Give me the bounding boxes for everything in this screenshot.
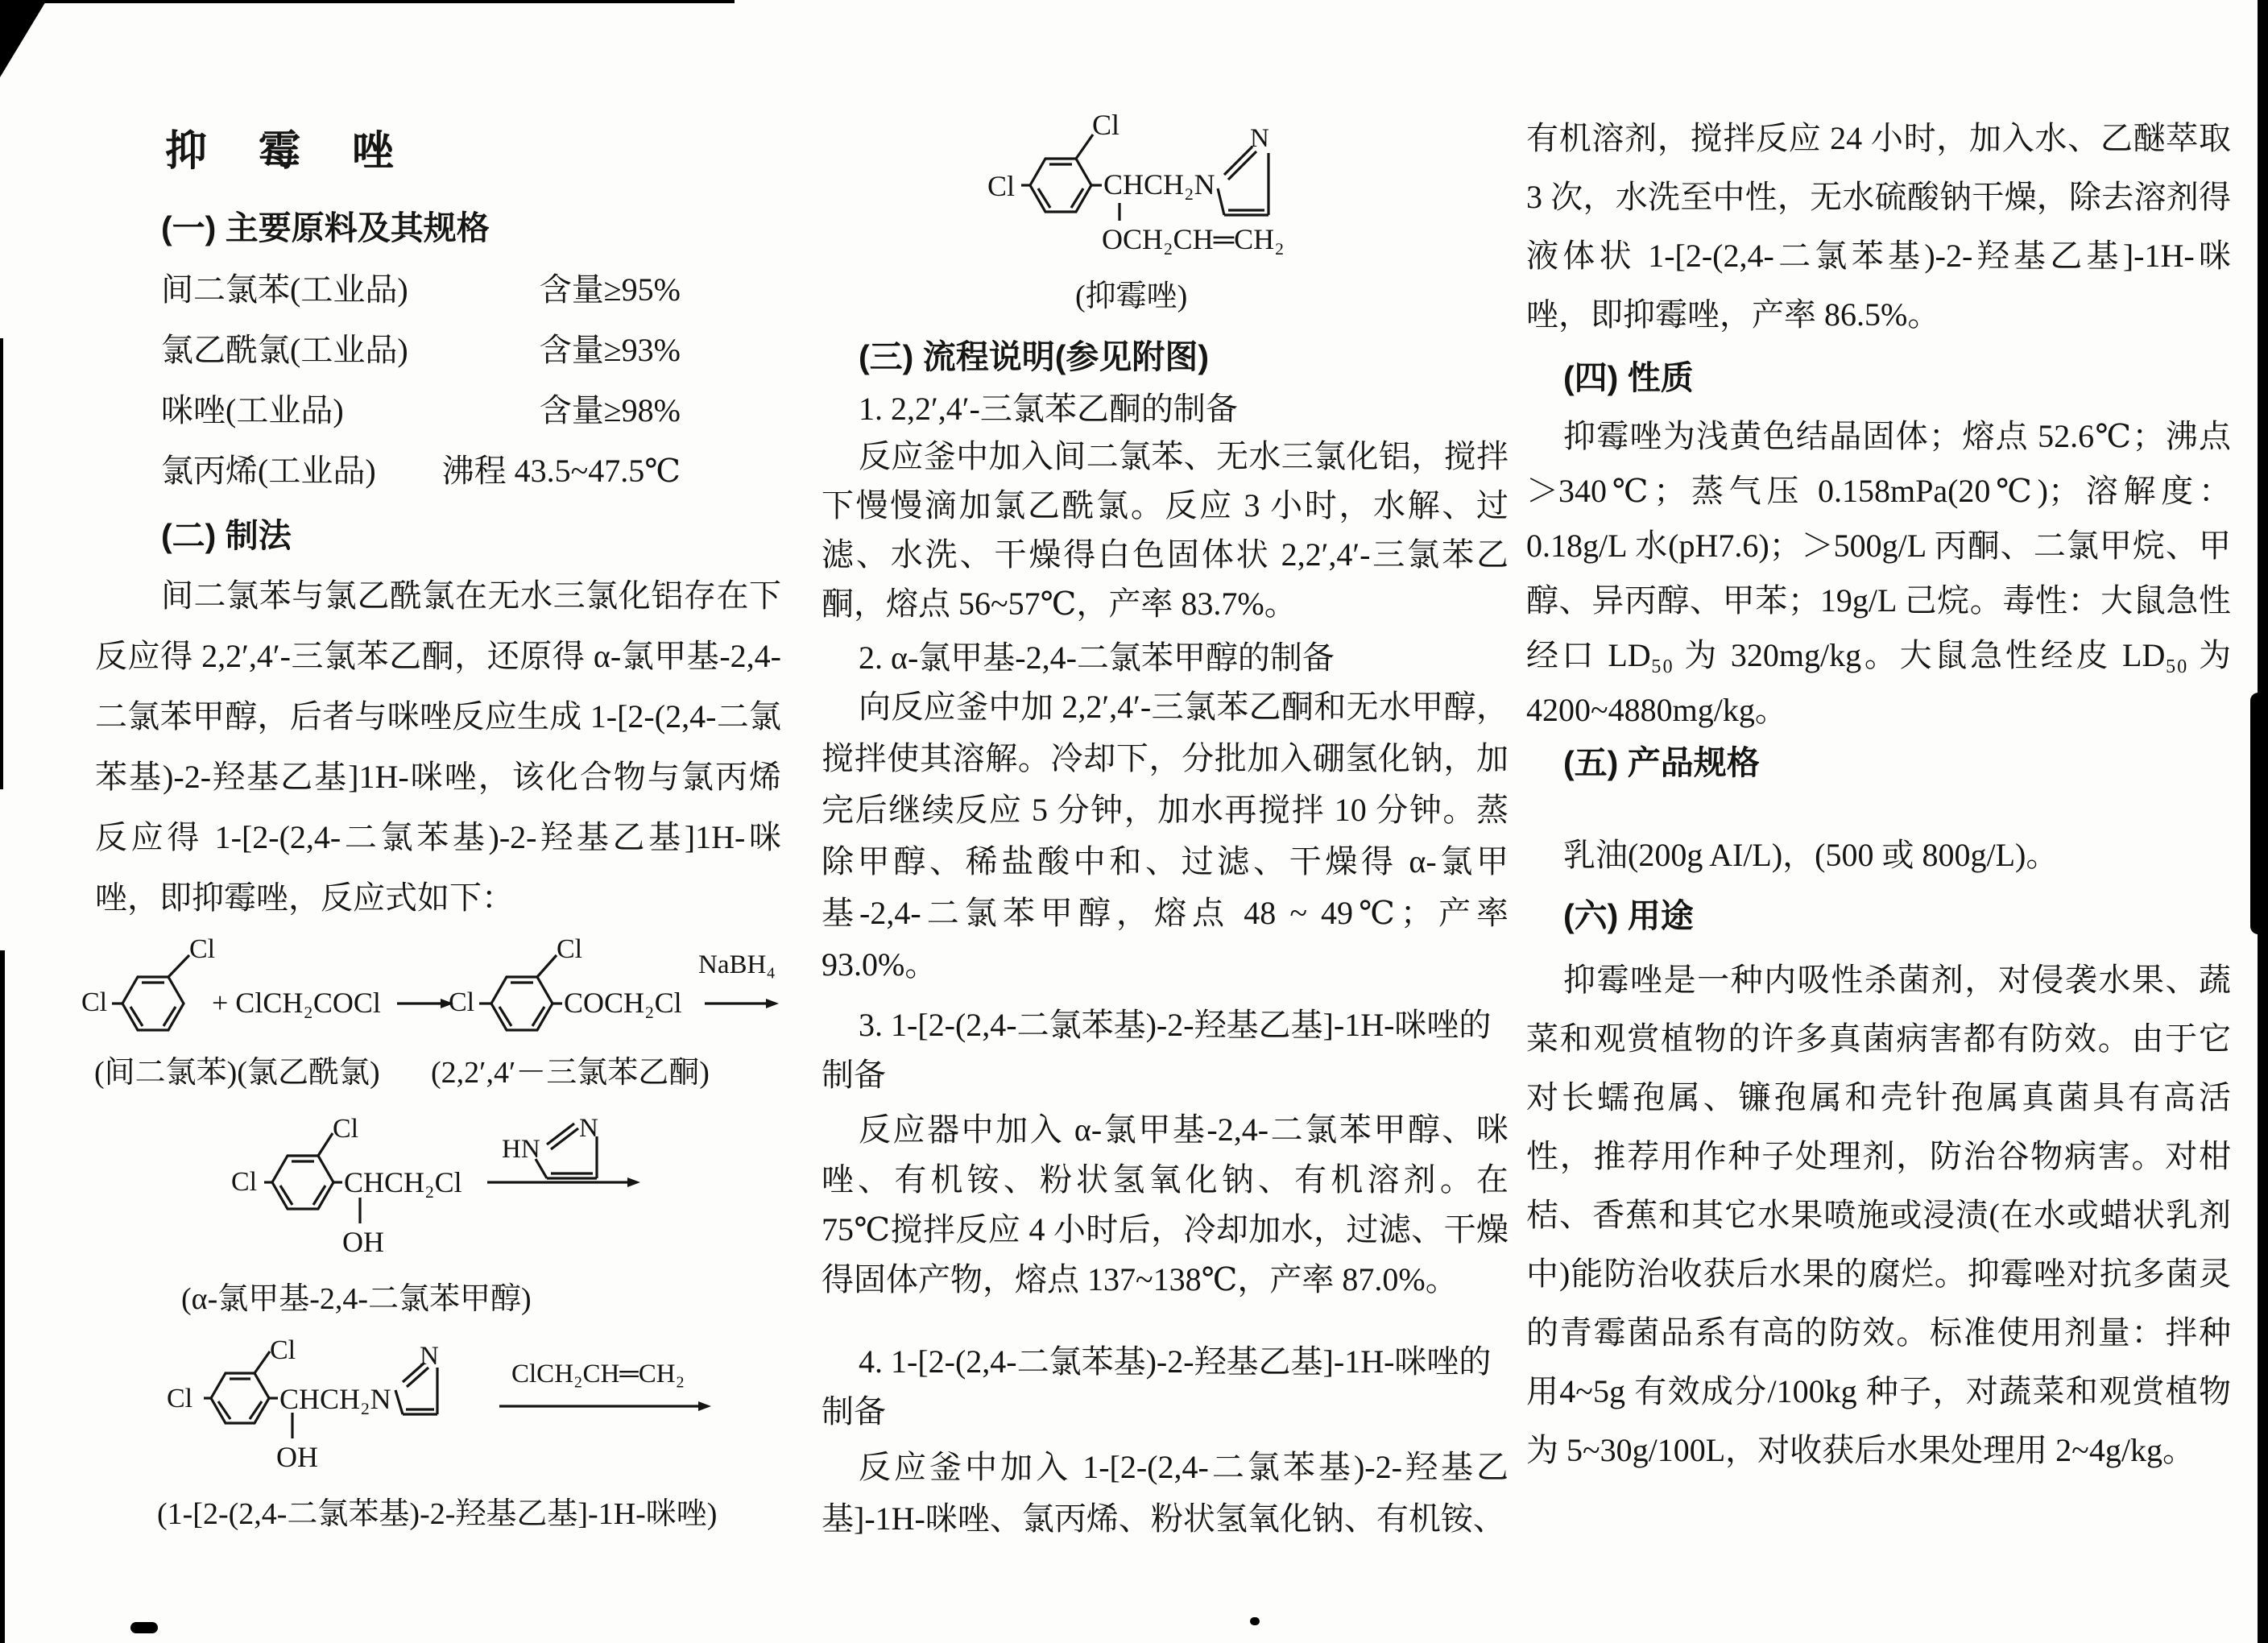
material-spec: 含量≥93% (539, 332, 681, 368)
section-heading-uses: (六) 用途 (1563, 897, 1694, 934)
benzene-ring (1021, 135, 1102, 212)
step-heading-1: 1. 2,2′,4′-三氯苯乙酮的制备 (859, 391, 1238, 427)
scan-artifact-left-edge-lower (0, 950, 5, 1643)
material-row (95, 320, 681, 380)
material-name: 氯乙酰氯(工业品) (161, 332, 408, 368)
properties-paragraph: 抑霉唑为浅黄色结晶固体；熔点 52.6℃；沸点＞340℃；蒸气压 0.158mPa(20℃)；溶解度：0.18g/L 水(pH7.6)；＞500g/L 丙酮、二氯甲烷、甲醇、异丙醇、甲苯；19g/L 己烷。毒性：大鼠急性经口 LD₅₀ 为 320mg/kg。大鼠急性经皮 LD₅₀ 为 4200~4880mg/kg。 (1526, 418, 2231, 728)
section-heading-materials: (一) 主要原料及其规格 (161, 209, 490, 246)
chlorine-atom-label: Cl (1092, 109, 1120, 141)
chlorine-atom-label: Cl (167, 1384, 193, 1413)
chlorine-atom-label: Cl (270, 1335, 296, 1365)
side-chain-formula: CHCH₂N (279, 1383, 391, 1415)
section-heading-method: (二) 制法 (161, 517, 292, 554)
benzene-ring (204, 1351, 278, 1423)
arrow-reagent-formula: ClCH₂CH═CH₂ (511, 1360, 685, 1388)
scan-artifact-speck-bottom-2 (1250, 1617, 1260, 1625)
benzene-ring (264, 1133, 342, 1209)
imidazole-nh-label: HN (502, 1135, 540, 1164)
catalyst-label: NaBH₄ (698, 950, 776, 979)
scheme-caption-reactants: (间二氯苯)(氯乙酰氯) (94, 1056, 380, 1090)
material-row (95, 441, 681, 501)
step-paragraph-1: 反应釜中加入间二氯苯、无水三氯化铝，搅拌下慢慢滴加氯乙酰氯。反应 3 小时，水解、过滤、水洗、干燥得白色固体状 2,2′,4′-三氯苯乙酮，熔点 56~57℃，产率 83.7%。 (822, 438, 1509, 622)
scheme-caption: (1-[2-(2,4-二氯苯基)-2-羟基乙基]-1H-咪唑) (157, 1497, 718, 1531)
chlorine-atom-label: Cl (557, 934, 583, 964)
material-name: 氯丙烯(工业品) (161, 453, 376, 489)
imidazole-n-label: N (579, 1114, 598, 1143)
specifications-paragraph: 乳油(200g AI/L)，(500 或 800g/L)。 (1563, 837, 2059, 873)
side-chain-formula: COCH₂Cl (564, 987, 682, 1019)
scan-artifact-speck-bottom (130, 1622, 158, 1633)
material-spec: 含量≥95% (539, 271, 681, 308)
structure-imazalil (950, 90, 1401, 316)
reaction-scheme-1 (77, 933, 785, 1102)
hydroxyl-label: OH (342, 1226, 384, 1258)
section-heading-process: (三) 流程说明(参见附图) (859, 338, 1210, 375)
reaction-arrow (397, 999, 453, 1008)
benzene-ring (112, 955, 189, 1030)
imidazole-n-label: N (1250, 124, 1269, 153)
imidazole-ring (1218, 147, 1269, 215)
step-paragraph-4: 反应釜中加入 1-[2-(2,4-二氯苯基)-2-羟基乙基]-1H-咪唑、氯丙烯、粉状氢氧化钠、有机铵、 (822, 1449, 1509, 1537)
method-paragraph: 间二氯苯与氯乙酰氯在无水三氯化铝存在下反应得 2,2′,4′-三氯苯乙酮，还原得 α-氯甲基-2,4-二氯苯甲醇，后者与咪唑反应生成 1-[2-(2,4-二氯苯基)-2-羟基乙基]1H-咪唑，该化合物与氯丙烯反应得 1-[2-(2,4-二氯苯基)-2-羟基乙基]1H-咪唑，即抑霉唑，反应式如下： (95, 577, 781, 916)
scheme-caption-product: (2,2′,4′－三氯苯乙酮) (431, 1056, 710, 1090)
scheme-caption: (α-氯甲基-2,4-二氯苯甲醇) (181, 1282, 532, 1316)
chlorine-atom-label: Cl (81, 987, 108, 1017)
chlorine-atom-label: Cl (231, 1167, 258, 1197)
material-name: 咪唑(工业品) (161, 392, 344, 428)
reaction-scheme-2 (77, 1114, 785, 1319)
material-name: 间二氯苯(工业品) (161, 271, 408, 308)
step-heading-4: 4. 1-[2-(2,4-二氯苯基)-2-羟基乙基]-1H-咪唑的制备 (822, 1343, 1492, 1430)
page-title: 抑霉唑 (165, 128, 446, 175)
chlorine-atom-label: Cl (987, 170, 1016, 202)
material-spec: 含量≥98% (539, 392, 681, 428)
material-row (95, 380, 681, 441)
uses-paragraph: 抑霉唑是一种内吸性杀菌剂，对侵袭水果、蔬菜和观赏植物的许多真菌病害都有防效。由于它对长蠕孢属、镰孢属和壳针孢属真菌具有高活性，推荐用作种子处理剂，防治谷物病害。对柑桔、香蕉和其它水果喷施或浸渍(在水或蜡状乳剂中)能防治收获后水果的腐烂。抑霉唑对抗多菌灵的青霉菌品系有高的防效。标准使用剂量：拌种用4~5g 有效成分/100kg 种子，对蔬菜和观赏植物为 5~30g/100L，对收获后水果处理用 2~4g/kg。 (1526, 962, 2231, 1468)
step-heading-2: 2. α-氯甲基-2,4-二氯苯甲醇的制备 (859, 639, 1335, 676)
material-row (95, 259, 681, 320)
scan-artifact-top-left-wedge (0, 0, 47, 77)
scan-artifact-right-bulge (2250, 693, 2268, 934)
chlorine-atom-label: Cl (189, 934, 216, 964)
benzene-ring (479, 955, 562, 1030)
section-heading-properties: (四) 性质 (1563, 359, 1694, 396)
chlorine-atom-label: Cl (449, 987, 475, 1017)
section-heading-specifications: (五) 产品规格 (1563, 744, 1760, 781)
continuation-paragraph: 有机溶剂，搅拌反应 24 小时，加入水、乙醚萃取 3 次，水洗至中性，无水硫酸钠干燥，除去溶剂得液体状 1-[2-(2,4-二氯苯基)-2-羟基乙基]-1H-咪唑，即抑霉唑，产率 86.5%。 (1526, 120, 2231, 333)
reagent-formula: + ClCH₂COCl (212, 987, 381, 1019)
ether-chain-formula: OCH₂CH═CH₂ (1102, 223, 1285, 255)
material-spec: 沸程 43.5~47.5℃ (441, 453, 681, 489)
reaction-arrow (499, 1401, 711, 1411)
chlorine-atom-label: Cl (333, 1114, 359, 1144)
step-paragraph-2: 向反应釜中加 2,2′,4′-三氯苯乙酮和无水甲醇，搅拌使其溶解。冷却下，分批加入硼氢化钠，加完后继续反应 5 分钟，加水再搅拌 10 分钟。蒸除甲醇、稀盐酸中和、过滤、干燥得 α-氯甲基-2,4-二氯苯甲醇，熔点 48 ~ 49℃；产率 93.0%。 (822, 689, 1509, 983)
step-paragraph-3: 反应器中加入 α-氯甲基-2,4-二氯苯甲醇、咪唑、有机铵、粉状氢氧化钠、有机溶剂。在 75℃搅拌反应 4 小时后，冷却加水，过滤、干燥得固体产物，熔点 137~138℃，产率 87.0%。 (822, 1111, 1509, 1297)
reaction-arrow (705, 999, 779, 1008)
scan-artifact-top-edge (42, 0, 735, 3)
side-chain-formula: CHCH₂N (1103, 168, 1215, 201)
hydroxyl-label: OH (276, 1441, 318, 1473)
step-heading-3: 3. 1-[2-(2,4-二氯苯基)-2-羟基乙基]-1H-咪唑的制备 (822, 1007, 1492, 1093)
reaction-scheme-3 (77, 1335, 805, 1566)
scan-artifact-left-edge-upper (0, 338, 3, 789)
materials-list (95, 259, 681, 501)
side-chain-formula: CHCH₂Cl (344, 1166, 462, 1198)
structure-caption: (抑霉唑) (1075, 279, 1188, 313)
imidazole-n-label: N (420, 1342, 439, 1371)
